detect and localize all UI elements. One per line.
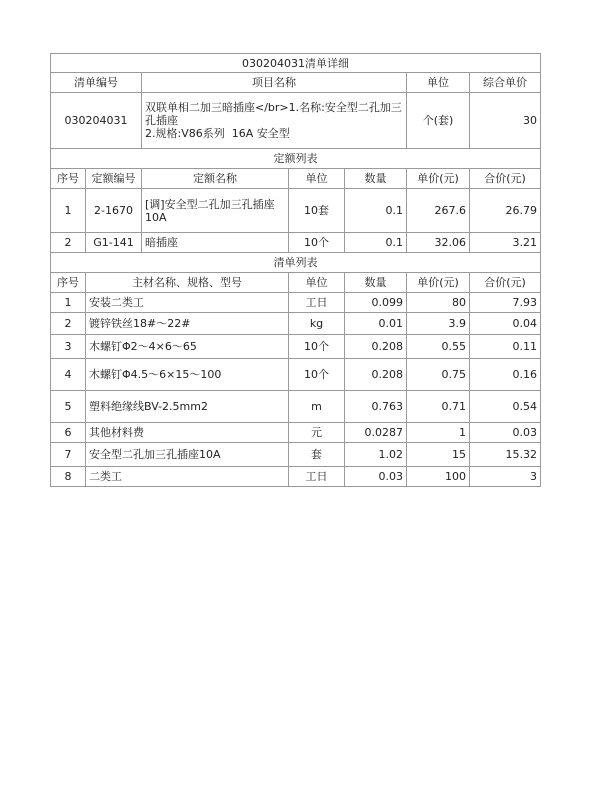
- material-qty: 0.763: [345, 391, 407, 423]
- bill-code-header: 清单编号: [51, 73, 142, 93]
- quota-unit-header: 单位: [289, 169, 345, 189]
- quota-unit: 10套: [289, 189, 345, 233]
- quota-code: 2-1670: [86, 189, 142, 233]
- material-price: 15: [407, 443, 470, 467]
- table-row: [51, 293, 541, 313]
- material-name: 安装二类工: [86, 293, 289, 313]
- material-total: 0.03: [470, 423, 541, 443]
- material-name: 镀锌铁丝18#～22#: [86, 313, 289, 335]
- quota-seq: 2: [51, 233, 86, 253]
- table-row: [51, 335, 541, 359]
- material-qty: 1.02: [345, 443, 407, 467]
- material-unit: 10个: [289, 359, 345, 391]
- material-unit: 工日: [289, 467, 345, 487]
- material-qty: 0.208: [345, 335, 407, 359]
- table-title: 030204031清单详细: [51, 54, 541, 73]
- material-price-header: 单价(元): [407, 273, 470, 293]
- material-price: 3.9: [407, 313, 470, 335]
- quota-code: G1-141: [86, 233, 142, 253]
- quota-name: [调]安全型二孔加三孔插座10A: [142, 189, 289, 233]
- material-section-title: 清单列表: [51, 253, 541, 273]
- material-qty: 0.01: [345, 313, 407, 335]
- table-row: [51, 359, 541, 391]
- table-row: [51, 313, 541, 335]
- quota-seq: 1: [51, 189, 86, 233]
- material-total: 0.16: [470, 359, 541, 391]
- material-seq: 5: [51, 391, 86, 423]
- material-unit: m: [289, 391, 345, 423]
- table-row: [51, 391, 541, 423]
- material-total: 0.11: [470, 335, 541, 359]
- material-unit: 元: [289, 423, 345, 443]
- material-total: 0.54: [470, 391, 541, 423]
- quota-price: 32.06: [407, 233, 470, 253]
- material-price: 80: [407, 293, 470, 313]
- material-price: 100: [407, 467, 470, 487]
- material-qty-header: 数量: [345, 273, 407, 293]
- material-total: 3: [470, 467, 541, 487]
- quota-name-header: 定额名称: [142, 169, 289, 189]
- material-total-header: 合价(元): [470, 273, 541, 293]
- material-unit: 工日: [289, 293, 345, 313]
- material-total: 15.32: [470, 443, 541, 467]
- bill-unit: 个(套): [407, 93, 470, 149]
- quota-total: 3.21: [470, 233, 541, 253]
- material-qty: 0.03: [345, 467, 407, 487]
- quota-qty: 0.1: [345, 189, 407, 233]
- material-unit: 10个: [289, 335, 345, 359]
- material-seq: 3: [51, 335, 86, 359]
- table-row: [51, 467, 541, 487]
- material-total: 7.93: [470, 293, 541, 313]
- quota-total: 26.79: [470, 189, 541, 233]
- quota-price: 267.6: [407, 189, 470, 233]
- material-unit: 套: [289, 443, 345, 467]
- material-qty: 0.099: [345, 293, 407, 313]
- material-qty: 0.208: [345, 359, 407, 391]
- quota-unit: 10个: [289, 233, 345, 253]
- material-unit: kg: [289, 313, 345, 335]
- bill-unit-header: 单位: [407, 73, 470, 93]
- material-seq: 7: [51, 443, 86, 467]
- material-name: 安全型二孔加三孔插座10A: [86, 443, 289, 467]
- bill-price-header: 综合单价: [470, 73, 541, 93]
- table-row: [51, 189, 541, 233]
- material-seq: 4: [51, 359, 86, 391]
- table-row: [51, 443, 541, 467]
- quota-qty-header: 数量: [345, 169, 407, 189]
- material-price: 1: [407, 423, 470, 443]
- material-unit-header: 单位: [289, 273, 345, 293]
- material-name: 塑料绝缘线BV-2.5mm2: [86, 391, 289, 423]
- quota-price-header: 单价(元): [407, 169, 470, 189]
- quota-qty: 0.1: [345, 233, 407, 253]
- quota-code-header: 定额编号: [86, 169, 142, 189]
- quota-total-header: 合价(元): [470, 169, 541, 189]
- bill-code: 030204031: [51, 93, 142, 149]
- bill-name: 双联单相二加三暗插座</br>1.名称:安全型二孔加三孔插座 2.规格:V86系列 16A 安全型: [142, 93, 407, 149]
- quota-section-title: 定额列表: [51, 149, 541, 169]
- material-name: 其他材料费: [86, 423, 289, 443]
- material-price: 0.71: [407, 391, 470, 423]
- material-price: 0.55: [407, 335, 470, 359]
- material-seq: 8: [51, 467, 86, 487]
- bill-price: 30: [470, 93, 541, 149]
- material-seq: 6: [51, 423, 86, 443]
- material-name: 二类工: [86, 467, 289, 487]
- table-row: [51, 423, 541, 443]
- material-name-header: 主材名称、规格、型号: [86, 273, 289, 293]
- bill-name-header: 项目名称: [142, 73, 407, 93]
- material-seq-header: 序号: [51, 273, 86, 293]
- material-name: 木螺钉Φ2～4×6～65: [86, 335, 289, 359]
- material-total: 0.04: [470, 313, 541, 335]
- material-qty: 0.0287: [345, 423, 407, 443]
- material-price: 0.75: [407, 359, 470, 391]
- material-seq: 1: [51, 293, 86, 313]
- material-name: 木螺钉Φ4.5～6×15～100: [86, 359, 289, 391]
- table-row: [51, 233, 541, 253]
- quota-seq-header: 序号: [51, 169, 86, 189]
- material-seq: 2: [51, 313, 86, 335]
- bill-detail-table: [50, 53, 541, 487]
- quota-name: 暗插座: [142, 233, 289, 253]
